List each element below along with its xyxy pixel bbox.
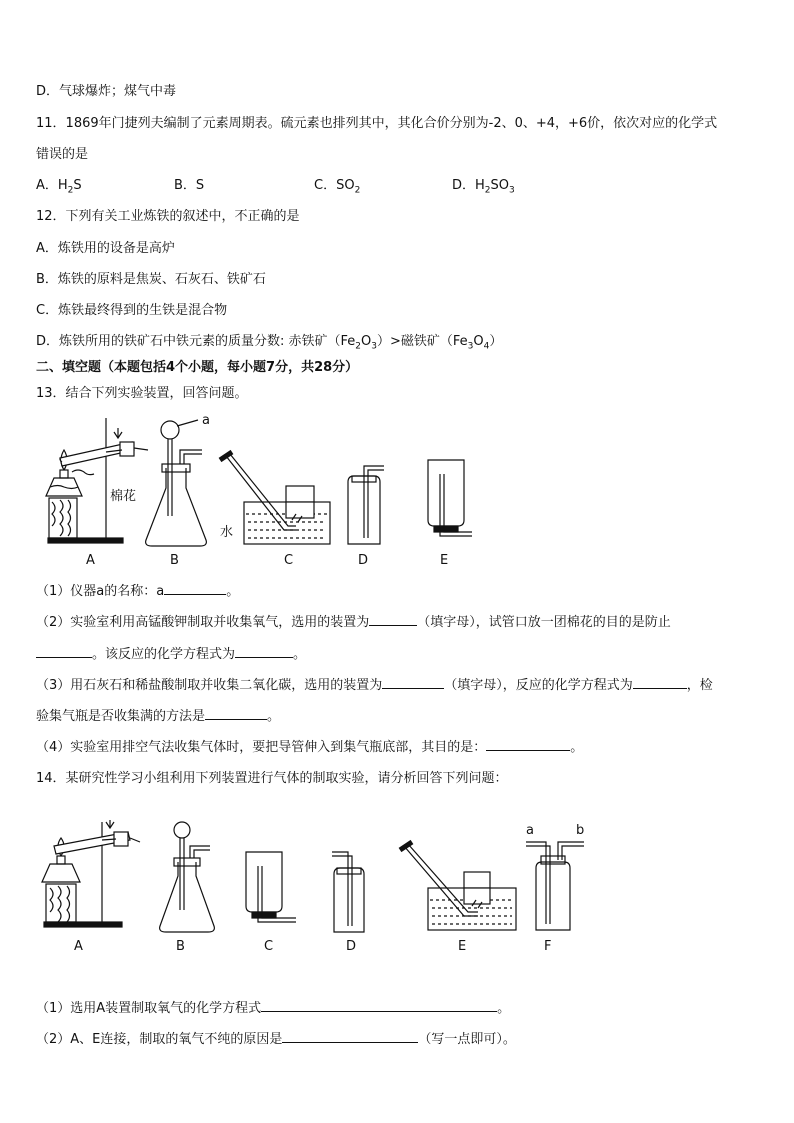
q10-option-d: D．气球爆炸；煤气中毒 xyxy=(36,84,177,99)
q14-label-f: F xyxy=(544,939,552,954)
q11-option-b: B．S xyxy=(174,178,205,193)
q12-option-d: D．炼铁所用的铁矿石中铁元素的质量分数: 赤铁矿$(Fe_2O_3)>$磁铁矿$(Fe_3O_4)$ xyxy=(36,334,503,352)
q13-apparatus-figure xyxy=(40,412,500,572)
q13-apparatus-c xyxy=(220,452,330,544)
q12-option-a: A．炼铁用的设备是高炉 xyxy=(36,241,175,256)
q13-blank-1[interactable] xyxy=(164,582,226,595)
q14-sub1: （1）选用A装置制取氧气的化学方程式 。 xyxy=(36,1001,511,1016)
q14-label-b: B xyxy=(176,939,185,954)
q13-blank-3a[interactable] xyxy=(382,676,444,689)
q13-label-water: 水 xyxy=(220,525,234,540)
q11-option-a: A．$H_2S$ xyxy=(36,178,82,196)
q13-label-mark-a: a xyxy=(202,413,210,428)
q11-options xyxy=(36,177,515,200)
q14-apparatus-e xyxy=(400,842,516,930)
q13-apparatus-b xyxy=(146,420,207,546)
q13-label-a: A xyxy=(86,553,95,568)
q13-label-c: C xyxy=(284,553,294,568)
q14-label-e: E xyxy=(458,939,467,954)
q14-label-mark-b: b xyxy=(576,823,585,838)
q14-apparatus-d xyxy=(332,852,364,932)
q13-apparatus-d xyxy=(348,466,384,544)
q14-apparatus-f xyxy=(526,842,584,930)
q14-label-mark-a: a xyxy=(526,823,534,838)
q13-blank-2a[interactable] xyxy=(369,613,417,626)
q14-blank-1[interactable] xyxy=(261,999,497,1012)
q14-blank-2[interactable] xyxy=(282,1030,418,1043)
q14-label-a: A xyxy=(74,939,83,954)
q14-label-c: C xyxy=(264,939,274,954)
section-title: 二、填空题（本题包括4个小题，每小题7分，共28分） xyxy=(36,360,359,375)
q12-option-c: C．炼铁最终得到的生铁是混合物 xyxy=(36,303,228,318)
q11-stem-line1: 11．1869年门捷列夫编制了元素周期表。硫元素也排列其中，其化合价分别为-2、0、+4，+6价，依次对应的化学式 xyxy=(36,116,718,131)
q13-stem: 13．结合下列实验装置，回答问题。 xyxy=(36,386,248,401)
q13-blank-3b[interactable] xyxy=(633,676,687,689)
q14-label-d: D xyxy=(346,939,357,954)
q13-label-d: D xyxy=(358,553,369,568)
q13-sub1: （1）仪器a的名称：a 。 xyxy=(36,584,240,599)
q13-sub2-cont: 。该反应的化学方程式为 。 xyxy=(36,645,306,664)
q13-apparatus-a xyxy=(46,418,148,543)
q14-stem: 14．某研究性学习小组利用下列装置进行气体的制取实验，请分析回答下列问题： xyxy=(36,771,508,786)
q13-blank-3c[interactable] xyxy=(205,707,267,720)
q11-option-d: D．$H_2SO_3$ xyxy=(452,178,515,196)
q13-sub3-cont: 验集气瓶是否收集满的方法是 。 xyxy=(36,709,281,724)
q13-blank-2b[interactable] xyxy=(36,645,92,658)
q14-apparatus-b xyxy=(160,822,215,932)
q12-stem: 12．下列有关工业炼铁的叙述中，不正确的是 xyxy=(36,209,300,224)
q14-apparatus-figure xyxy=(40,820,600,960)
q13-sub3: （3）用石灰石和稀盐酸制取并收集二氧化碳，选用的装置为 （填字母），反应的化学方程式为 ，检 xyxy=(36,678,713,693)
q13-label-cotton: 棉花 xyxy=(110,489,137,504)
q13-blank-4[interactable] xyxy=(486,738,570,751)
q12-option-b: B．炼铁的原料是焦炭、石灰石、铁矿石 xyxy=(36,272,266,287)
q13-sub2: （2）实验室利用高锰酸钾制取并收集氧气，选用的装置为 （填字母），试管口放一团棉花的目的是防止 xyxy=(36,615,671,630)
q14-sub2: （2）A、E连接，制取的氧气不纯的原因是 （写一点即可）。 xyxy=(36,1032,516,1047)
q13-apparatus-e xyxy=(428,460,472,536)
q14-apparatus-a xyxy=(42,820,140,927)
q11-stem-line2: 错误的是 xyxy=(36,147,89,162)
q13-label-e: E xyxy=(440,553,449,568)
q13-sub4: （4）实验室用排空气法收集气体时，要把导管伸入到集气瓶底部，其目的是： 。 xyxy=(36,740,584,755)
q13-label-b: B xyxy=(170,553,179,568)
q11-option-c: C．$SO_2$ xyxy=(314,178,361,196)
q14-apparatus-c xyxy=(246,852,296,922)
q13-blank-2c[interactable] xyxy=(235,645,293,658)
